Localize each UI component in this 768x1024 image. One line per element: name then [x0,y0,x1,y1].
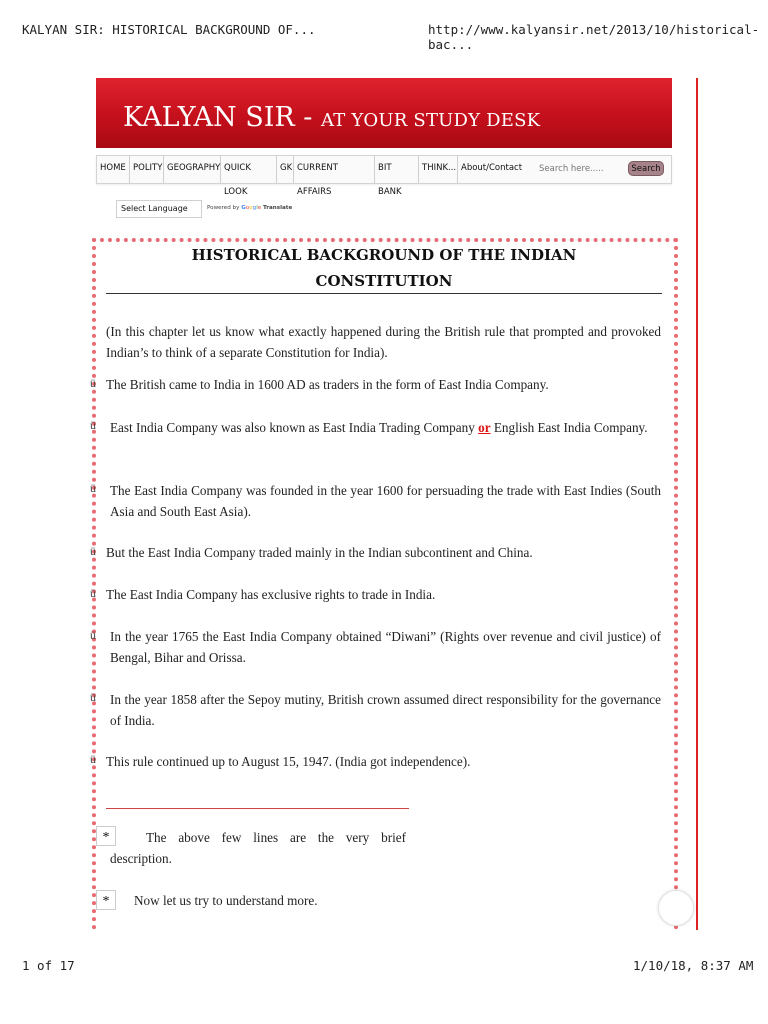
bullet-7: In the year 1858 after the Sepoy mutiny, British crown assumed direct responsibility for the governance of India. [110,692,661,728]
bullet-marker: ü [90,418,96,432]
bullet-5: The East India Company has exclusive rights to trade in India. [106,587,436,602]
site-name: KALYAN SIR - [123,102,321,133]
heading-divider [106,293,662,294]
bullet-2-text: East India Company was also known as East India Trading Company [110,420,475,435]
nav-item-current-affairs[interactable]: CURRENT AFFAIRS [294,156,375,183]
note-1: The above few lines are the very brief description. [110,830,406,866]
note-marker: * [96,890,116,910]
search-input[interactable] [529,160,624,178]
nav-item-geography[interactable]: GEOGRAPHY [164,156,221,183]
main-nav [96,155,672,197]
bullet-marker: ü [90,481,96,495]
bullet-marker: ü [90,628,96,642]
right-divider [696,78,698,930]
search-button[interactable]: Search [628,161,664,176]
intro-paragraph: (In this chapter let us know what exactly happened during the British rule that prompted and provoked Indian’s to think of a separate Constitution for India). [106,324,661,360]
note-2: Now let us try to understand more. [134,893,318,908]
article-heading-line1: HISTORICAL BACKGROUND OF THE INDIAN [191,246,577,264]
print-datetime: 1/10/18, 8:37 AM [633,958,754,973]
nav-item-home[interactable]: HOME [97,156,130,183]
site-banner[interactable] [96,78,672,148]
bullet-marker: ü [90,586,96,600]
translate-label: Translate [263,205,293,211]
highlight-or: or [478,420,491,435]
print-header-title: KALYAN SIR: HISTORICAL BACKGROUND OF... [22,22,316,37]
nav-item-quick-look[interactable]: QUICK LOOK [221,156,277,183]
powered-by-label: Powered by [207,205,240,211]
article-heading [106,242,662,294]
bullet-8: This rule continued up to August 15, 1947. (India got independence). [106,754,471,769]
bullet-1: The British came to India in 1600 AD as traders in the form of East India Company. [106,377,549,392]
bullet-2-text-rest: English East India Company. [493,420,648,435]
bullet-4: But the East India Company traded mainly in the Indian subcontinent and China. [106,545,533,560]
site-title [123,102,540,133]
print-header-url[interactable]: http://www.kalyansir.net/2013/10/historical-bac... [428,22,760,52]
article-heading-line2: CONSTITUTION [315,272,453,290]
nav-item-bit-bank[interactable]: BIT BANK [375,156,419,183]
google-logo: Google [241,205,262,211]
bullet-marker: ü [90,752,96,766]
bullet-6: In the year 1765 the East India Company obtained “Diwani” (Rights over revenue and civil justice) of Bengal, Bihar and Orissa. [110,629,661,665]
language-select[interactable]: Select Language [116,200,202,218]
nav-item-gk[interactable]: GK [277,156,294,183]
nav-item-think[interactable]: THINK... [419,156,458,183]
bullet-marker: ü [90,544,96,558]
bullet-2 [106,417,661,438]
nav-item-about-contact[interactable]: About/Contact [461,163,523,173]
bullet-marker: ü [90,690,96,704]
notes-divider [106,808,409,809]
bullet-3: The East India Company was founded in the year 1600 for persuading the trade with East Indies (South Asia and South East Asia). [110,483,661,519]
nav-item-polity[interactable]: POLITY [130,156,164,183]
site-tagline: AT YOUR STUDY DESK [321,110,541,131]
print-page-number: 1 of 17 [22,958,75,973]
scroll-top-button[interactable] [658,890,694,926]
bullet-marker: ü [90,376,96,390]
google-translate-credit[interactable] [207,205,292,211]
note-marker: * [96,826,116,846]
